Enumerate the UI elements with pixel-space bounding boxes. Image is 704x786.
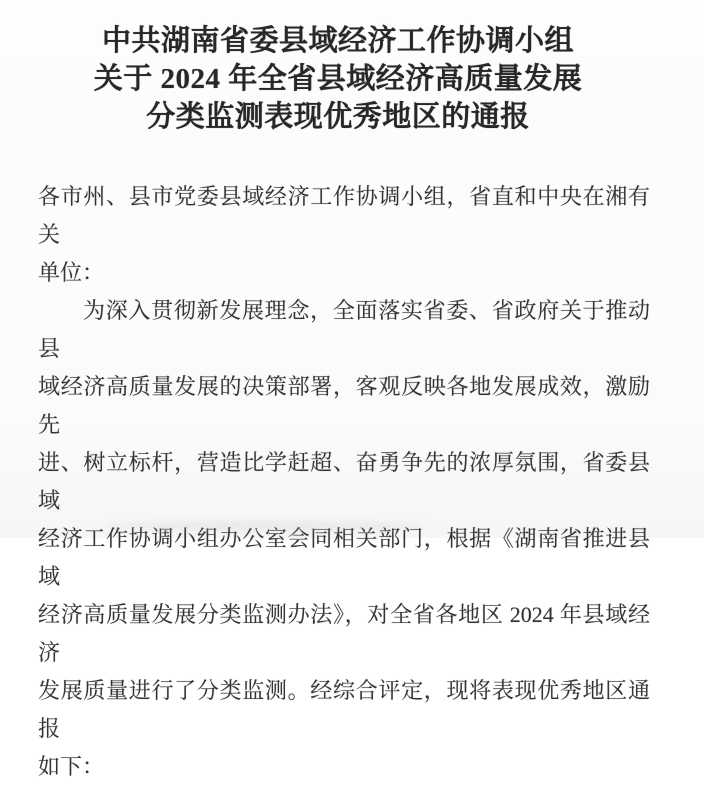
title-line-2: 关于 2024 年全省县域经济高质量发展 bbox=[93, 63, 583, 95]
document-title bbox=[32, 22, 644, 136]
document-body bbox=[38, 178, 650, 786]
scan-smudge bbox=[105, 521, 425, 531]
salutation-line: 单位： bbox=[38, 260, 105, 285]
body-line: 经济工作协调小组办公室会同相关部门，根据《湖南省推进县域 bbox=[38, 526, 650, 589]
body-line: 经济高质量发展分类监测办法》，对全省各地区 2024 年县域经济 bbox=[38, 602, 650, 665]
body-line: 为深入贯彻新发展理念，全面落实省委、省政府关于推动县 bbox=[38, 298, 650, 361]
salutation bbox=[38, 178, 650, 292]
body-paragraph bbox=[38, 292, 650, 786]
title-line-3: 分类监测表现优秀地区的通报 bbox=[146, 101, 530, 133]
salutation-line: 各市州、县市党委县域经济工作协调小组，省直和中央在湘有关 bbox=[38, 184, 650, 247]
title-line-1: 中共湖南省委县域经济工作协调小组 bbox=[101, 25, 574, 57]
body-line: 进、树立标杆，营造比学赶超、奋勇争先的浓厚氛围，省委县域 bbox=[38, 450, 650, 513]
body-line: 域经济高质量发展的决策部署，客观反映各地发展成效，激励先 bbox=[38, 374, 650, 437]
body-line: 如下： bbox=[38, 754, 105, 779]
body-line: 发展质量进行了分类监测。经综合评定，现将表现优秀地区通报 bbox=[38, 678, 650, 741]
